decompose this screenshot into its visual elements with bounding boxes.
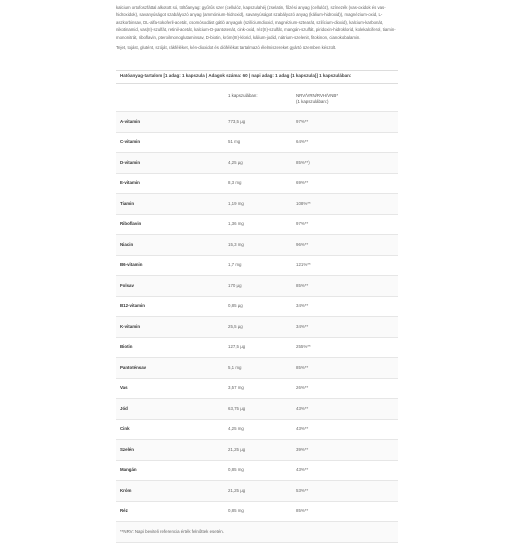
- table-row: [116, 112, 398, 133]
- nutrient-nrv: 121%**: [296, 262, 311, 268]
- nutrient-name: Réz: [120, 508, 128, 514]
- nutrient-nrv: 69%**: [296, 180, 309, 186]
- nutrient-name: Mangán: [120, 467, 137, 473]
- nutrient-name: Pantoténsav: [120, 364, 147, 370]
- nutrient-amount: 8,3 mg: [228, 180, 242, 186]
- nutrient-nrv: 53%**: [296, 487, 309, 493]
- nutrient-name: K-vitamin: [120, 323, 141, 329]
- table-row: [116, 481, 398, 502]
- ingredients-text: [116, 4, 398, 51]
- nutrient-nrv: 97%**: [296, 221, 309, 227]
- header-cell-amount: 1 kapszulában:: [228, 93, 258, 98]
- nutrient-amount: 0,85 µg: [228, 303, 243, 309]
- nutrient-name: A-vitamin: [120, 118, 141, 124]
- table-row: [116, 317, 398, 338]
- nutrient-name: Jód: [120, 405, 128, 411]
- table-row: [116, 440, 398, 461]
- nutrient-amount: 15,3 mg: [228, 241, 244, 247]
- table-header-row: [116, 84, 398, 112]
- nutrient-name: Tiamin: [120, 200, 135, 206]
- table-title: Hatóanyag-tartalom [1 adag: 1 kapszula | Adagok száma: 60 | napi adag: 1 adag (1 kapszula)] 1 kapszulában:: [120, 73, 352, 78]
- nutrient-amount: 4,25 mg: [228, 426, 244, 432]
- nutrient-amount: 0,85 mg: [228, 508, 244, 514]
- nutrient-nrv: 34%**: [296, 303, 309, 309]
- nutrient-name: Biotin: [120, 344, 133, 350]
- nutrient-name: Folsav: [120, 282, 134, 288]
- nutrient-amount: 4,25 µg: [228, 159, 243, 165]
- nutrient-amount: 3,57 mg: [228, 385, 244, 391]
- table-row: [116, 379, 398, 400]
- table-row: [116, 256, 398, 277]
- nutrient-name: D-vitamin: [120, 159, 141, 165]
- nutrient-name: Króm: [120, 487, 132, 493]
- ingredients-paragraph: kalcium ortofoszfáttal alkotott só, töltőanyag: gyűrűs szer (cellulóz, kapszulahéj (zselatin, főzési anyag (cellulóz), színezék (vas-oxidok és vas-hidroxidok), savanyúságot szabályozó anyag (ammónium-hidroxid), savanyúságot szabályozó anyag (kálium-hidroxid)), magnézium-oxid, L-aszkorbinsav, DL-alfa-tokoferil-acetát, csomósodást gátló anyagok (szilíciumdioxid, magnézium-sztearát, szilícium-dioxid), kalcium-karbonát, nikotinamid, vas(II)-szulfát, retinil-acetát, kalcium-D-pantotenát, cink-oxid, réz(II)-szulfát, mangán-szulfát, piridoxin-hidroklorid, kolekalciferol, tiamin-mononitrát, riboflavin, pteroilmonoglutaminsav, D-biotin, króm(III)-klorid, kálium-jodid, nátrium-szelenit, fitokinon, cianokobalamin.: [116, 5, 396, 40]
- nutrient-name: B12-vitamin: [120, 303, 145, 309]
- nutrient-nrv: 85%**: [296, 364, 309, 370]
- nutrient-amount: 51 mg: [228, 139, 241, 145]
- nutrient-name: C-vitamin: [120, 139, 141, 145]
- nutrient-name: Vas: [120, 385, 128, 391]
- nutrient-nrv: 64%**: [296, 139, 309, 145]
- nutrient-name: Riboflavin: [120, 221, 142, 227]
- nutrient-nrv: 85%**): [296, 159, 310, 165]
- nutrient-amount: 773,5 µg: [228, 118, 246, 124]
- table-row: [116, 358, 398, 379]
- nutrient-nrv: 43%**: [296, 467, 309, 473]
- nutrient-nrv: 85%**: [296, 282, 309, 288]
- nutrition-table: [116, 83, 398, 543]
- nutrient-amount: 1,7 mg: [228, 262, 242, 268]
- nutrient-amount: 5,1 mg: [228, 364, 242, 370]
- header-nrv-line1: NRV/VRN/RVH/VNB*: [296, 93, 339, 98]
- nutrient-nrv: 34%**: [296, 323, 309, 329]
- nutrient-nrv: 43%**: [296, 426, 309, 432]
- nutrient-amount: 170 µg: [228, 282, 242, 288]
- table-row: [116, 297, 398, 318]
- nutrient-nrv: 43%**: [296, 405, 309, 411]
- header-cell-nrv: [296, 93, 398, 105]
- table-row: [116, 153, 398, 174]
- nutrient-name: B6-vitamin: [120, 262, 143, 268]
- nutrient-amount: 127,5 µg: [228, 344, 246, 350]
- table-row: [116, 502, 398, 523]
- header-nrv-line2: (1 kapszulában:): [296, 99, 329, 104]
- table-row: [116, 276, 398, 297]
- allergen-paragraph: Tejet, tojást, glutént, szóját, rákféléket, kén-dioxidot és diófélékat tartalmazó élelmiszereket gyártó üzemben készült.: [116, 45, 337, 51]
- nutrient-amount: 1,36 mg: [228, 221, 244, 227]
- nutrient-name: E-vitamin: [120, 180, 140, 186]
- table-row: [116, 420, 398, 441]
- nutrient-nrv: 97%**: [296, 118, 309, 124]
- nutrient-nrv: 26%**: [296, 385, 309, 391]
- footnote-text: **NRV: Napi beviteli referencia érték felnőttek esetén.: [120, 528, 224, 534]
- table-row: [116, 461, 398, 482]
- nutrient-amount: 0,85 mg: [228, 467, 244, 473]
- nutrient-amount: 21,25 µg: [228, 446, 246, 452]
- nutrient-nrv: 85%**: [296, 508, 309, 514]
- table-footnote-row: [116, 522, 398, 543]
- nutrient-amount: 25,5 µg: [228, 323, 243, 329]
- nutrient-name: Szelén: [120, 446, 134, 452]
- table-row: [116, 215, 398, 236]
- nutrient-amount: 21,25 µg: [228, 487, 246, 493]
- nutrient-nrv: 96%**: [296, 241, 309, 247]
- nutrient-nrv: 108%**: [296, 200, 311, 206]
- nutrient-amount: 63,75 µg: [228, 405, 246, 411]
- nutrient-nrv: 255%**: [296, 344, 311, 350]
- table-row: [116, 399, 398, 420]
- nutrient-name: Cink: [120, 426, 130, 432]
- table-row: [116, 235, 398, 256]
- nutrient-nrv: 39%**: [296, 446, 309, 452]
- table-row: [116, 338, 398, 359]
- nutrient-name: Niacin: [120, 241, 134, 247]
- divider: [116, 70, 398, 71]
- table-row: [116, 194, 398, 215]
- nutrient-amount: 1,19 mg: [228, 200, 244, 206]
- table-row: [116, 133, 398, 154]
- table-row: [116, 174, 398, 195]
